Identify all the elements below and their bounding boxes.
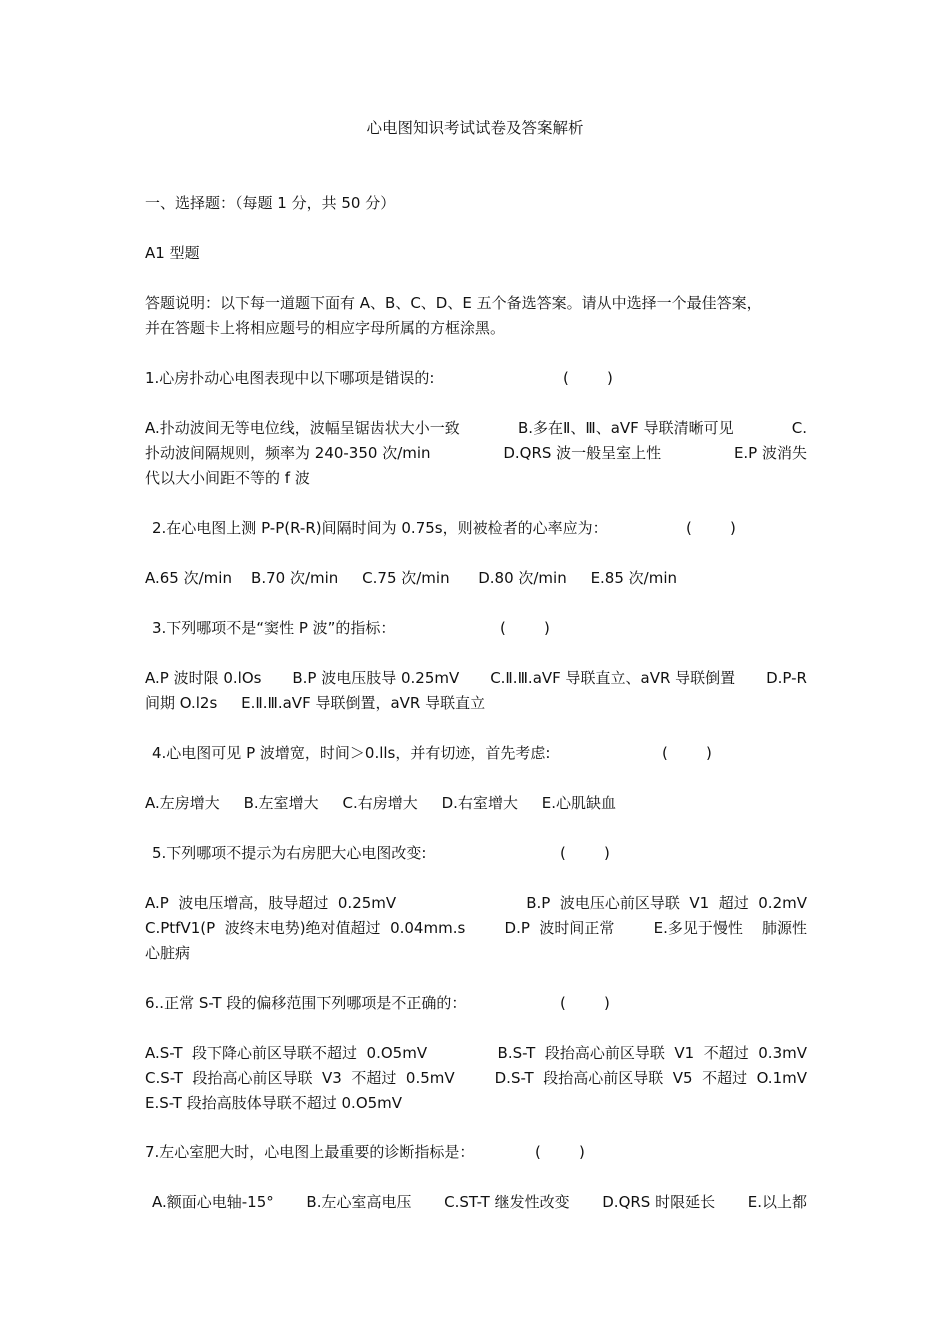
question-2-stem: 2.在心电图上测 P-P(R-R)间隔时间为 0.75s，则被检者的心率应为： xyxy=(152,519,608,537)
option-text: C. xyxy=(791,419,807,437)
option-text: C.PtfV1(P 波终末电势)绝对值超过 0.04mm.s xyxy=(145,919,466,937)
question-5-options-line-3: 心脏病 xyxy=(145,944,191,962)
instructions-line-1: 答题说明：以下每一道题下面有 A、B、C、D、E 五个备选答案。请从中选择一个最佳答案， xyxy=(145,294,762,312)
question-3-options-line-2 xyxy=(145,693,485,713)
option-a: A.左房增大 xyxy=(145,794,220,812)
question-6-options-line-1 xyxy=(145,1043,807,1063)
option-text: A.P 波电压增高，肢导超过 0.25mV xyxy=(145,894,397,912)
instructions-line-2: 并在答题卡上将相应题号的相应字母所属的方框涂黑。 xyxy=(145,319,506,337)
option-text: 扑动波间隔规则，频率为 240-350 次/min xyxy=(145,444,431,462)
option-text: D.P 波时间正常 xyxy=(504,919,615,937)
option-text: C.Ⅱ.Ⅲ.aVF 导联直立、aVR 导联倒置 xyxy=(490,669,736,687)
option-c: C.75 次/min xyxy=(362,569,450,587)
question-6-options-line-3: E.S-T 段抬高肢体导联不超过 0.O5mV xyxy=(145,1094,403,1112)
question-1-options-line-3: 代以大小间距不等的 f 波 xyxy=(145,469,310,487)
question-2-options xyxy=(145,568,677,588)
question-4-answer-blank: ( ) xyxy=(662,744,712,762)
question-7-options xyxy=(152,1192,807,1212)
option-text: A.扑动波间无等电位线，波幅呈锯齿状大小一致 xyxy=(145,419,460,437)
question-1-stem: 1.心房扑动心电图表现中以下哪项是错误的: xyxy=(145,369,435,387)
option-e: E.85 次/min xyxy=(590,569,678,587)
question-5-options-line-2 xyxy=(145,918,807,938)
question-3-stem: 3.下列哪项不是“窦性 P 波”的指标： xyxy=(152,619,396,637)
option-text: 间期 O.l2s xyxy=(145,694,218,712)
question-5-answer-blank: ( ) xyxy=(560,844,610,862)
section-heading: 一、选择题：（每题 1 分，共 50 分） xyxy=(145,194,396,212)
option-text: E.P 波消失 xyxy=(733,444,807,462)
option-text: C.S-T 段抬高心前区导联 V3 不超过 0.5mV xyxy=(145,1069,455,1087)
option-text: E.Ⅱ.Ⅲ.aVF 导联倒置，aVR 导联直立 xyxy=(241,694,486,712)
question-6-answer-blank: ( ) xyxy=(560,994,610,1012)
option-text: B.P 波电压心前区导联 V1 超过 0.2mV xyxy=(526,894,807,912)
option-e: E.心肌缺血 xyxy=(541,794,617,812)
question-1-answer-blank: ( ) xyxy=(563,369,613,387)
question-6-stem: 6..正常 S-T 段的偏移范围下列哪项是不正确的： xyxy=(145,994,467,1012)
option-text: B.P 波电压肢导 0.25mV xyxy=(292,669,460,687)
question-4-options xyxy=(145,793,616,813)
option-text: D.P-R xyxy=(766,669,807,687)
question-3-options-line-1 xyxy=(145,668,807,688)
option-c: C.ST-T 继发性改变 xyxy=(444,1193,570,1211)
option-c: C.右房增大 xyxy=(342,794,418,812)
option-d: D.80 次/min xyxy=(478,569,567,587)
option-b: B.70 次/min xyxy=(251,569,339,587)
question-4-stem: 4.心电图可见 P 波增宽，时间＞0.lls，并有切迹，首先考虑: xyxy=(152,744,551,762)
question-1-options-line-2 xyxy=(145,443,807,463)
option-d: D.右室增大 xyxy=(441,794,518,812)
option-a: A.65 次/min xyxy=(145,569,232,587)
option-text: D.QRS 波一般呈室上性 xyxy=(503,444,662,462)
option-e: E.以上都 xyxy=(747,1193,807,1211)
question-7-answer-blank: ( ) xyxy=(535,1143,585,1161)
question-type-label: A1 型题 xyxy=(145,244,200,262)
question-3-answer-blank: ( ) xyxy=(500,619,550,637)
question-2-answer-blank: ( ) xyxy=(686,519,736,537)
question-7-stem: 7.左心室肥大时，心电图上最重要的诊断指标是： xyxy=(145,1143,475,1161)
option-text: D.S-T 段抬高心前区导联 V5 不超过 O.1mV xyxy=(494,1069,807,1087)
question-1-options-line-1 xyxy=(145,418,807,438)
option-a: A.额面心电轴-15° xyxy=(152,1193,274,1211)
option-b: B.左心室高电压 xyxy=(306,1193,412,1211)
option-b: B.左室增大 xyxy=(243,794,319,812)
option-text: A.P 波时限 0.lOs xyxy=(145,669,262,687)
page-title: 心电图知识考试试卷及答案解析 xyxy=(366,119,584,137)
question-5-stem: 5.下列哪项不提示为右房肥大心电图改变: xyxy=(152,844,427,862)
option-text: A.S-T 段下降心前区导联不超过 0.O5mV xyxy=(145,1044,428,1062)
option-text: B.S-T 段抬高心前区导联 V1 不超过 0.3mV xyxy=(497,1044,807,1062)
option-text: B.多在Ⅱ、Ⅲ、aVF 导联清晰可见 xyxy=(517,419,734,437)
question-5-options-line-1 xyxy=(145,893,807,913)
option-d: D.QRS 时限延长 xyxy=(602,1193,716,1211)
option-text: E.多见于慢性 肺源性 xyxy=(653,919,807,937)
question-6-options-line-2 xyxy=(145,1068,807,1088)
